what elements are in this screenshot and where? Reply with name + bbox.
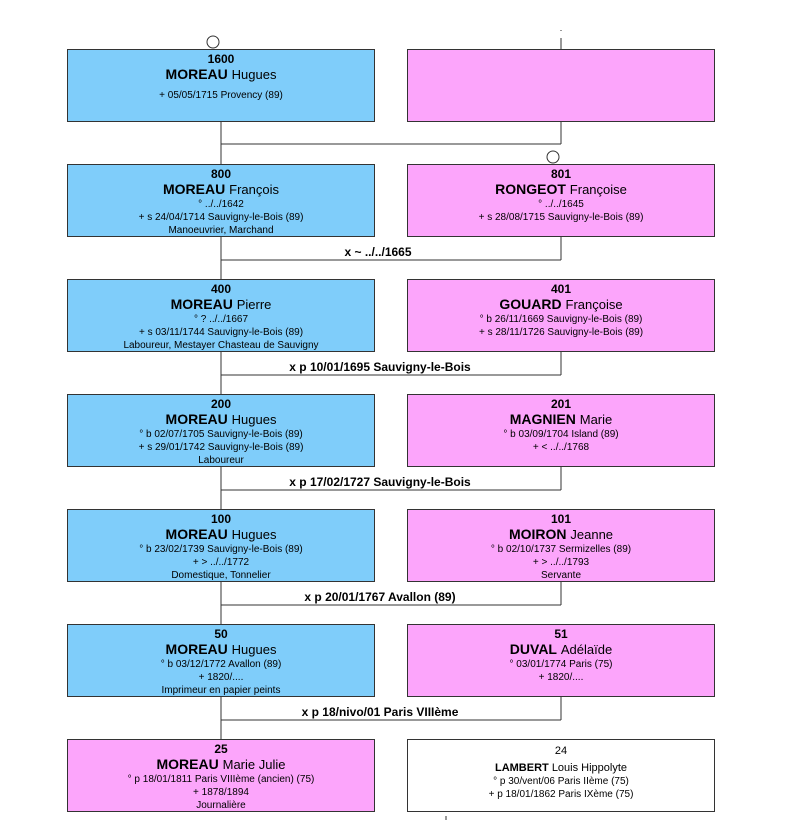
person-birth: ° b 02/10/1737 Sermizelles (89) — [490, 544, 632, 555]
person-box-51[interactable] — [407, 624, 715, 697]
person-name: MOREAU François — [163, 181, 279, 197]
ancestor-marker — [547, 151, 559, 163]
sosa-number: 201 — [550, 397, 572, 411]
person-death: + > ../../1793 — [532, 557, 590, 568]
person-birth: ° ../../1642 — [198, 199, 244, 210]
person-death: + p 18/01/1862 Paris IXème (75) — [488, 789, 634, 800]
sosa-number: 24 — [554, 745, 568, 757]
person-death: + s 29/01/1742 Sauvigny-le-Bois (89) — [138, 442, 304, 453]
marriage-label: x p 18/nivo/01 Paris VIIIème — [301, 705, 459, 719]
person-name: MOREAU Hugues — [165, 641, 277, 657]
person-death: + s 24/04/1714 Sauvigny-le-Bois (89) — [138, 212, 304, 223]
person-box-801[interactable] — [407, 164, 715, 237]
sosa-number: 101 — [550, 512, 572, 526]
person-box-200[interactable] — [67, 394, 375, 467]
sosa-number: 51 — [554, 627, 568, 641]
person-occupation: Laboureur, Mestayer Chasteau de Sauvigny — [123, 340, 319, 351]
person-death: + < ../../1768 — [532, 442, 590, 453]
person-box-401[interactable] — [407, 279, 715, 352]
ancestor-marker — [207, 36, 219, 48]
person-death: + 1878/1894 — [193, 787, 249, 798]
person-box-1600[interactable] — [67, 49, 375, 122]
person-death: + 1820/.... — [538, 672, 584, 683]
person-box-25[interactable] — [67, 739, 375, 812]
sosa-number: 800 — [210, 167, 232, 181]
person-name: RONGEOT Françoise — [495, 181, 627, 197]
person-box-101[interactable] — [407, 509, 715, 582]
person-name: MOREAU Pierre — [170, 296, 272, 312]
person-name: MAGNIEN Marie — [509, 411, 613, 427]
person-occupation: Journalière — [196, 800, 246, 811]
sosa-number: 400 — [210, 282, 232, 296]
person-box-50[interactable] — [67, 624, 375, 697]
person-birth: ° b 03/12/1772 Avallon (89) — [160, 659, 282, 670]
person-box-100[interactable] — [67, 509, 375, 582]
person-name: MOREAU Hugues — [165, 411, 277, 427]
person-box-800[interactable] — [67, 164, 375, 237]
person-occupation: Servante — [540, 570, 582, 581]
person-occupation: Laboureur — [198, 455, 244, 466]
person-name: MOREAU Hugues — [165, 66, 277, 82]
person-name: MOIRON Jeanne — [508, 526, 614, 542]
person-death: + 1820/.... — [198, 672, 244, 683]
person-name: LAMBERT Louis Hippolyte — [494, 762, 628, 774]
person-occupation: Imprimeur en papier peints — [161, 685, 281, 696]
person-birth: ° ../../1645 — [538, 199, 584, 210]
person-death: + s 28/11/1726 Sauvigny-le-Bois (89) — [478, 327, 644, 338]
person-death: + > ../../1772 — [192, 557, 250, 568]
person-birth: ° p 30/vent/06 Paris IIème (75) — [493, 776, 629, 787]
sosa-number: 401 — [550, 282, 572, 296]
person-name: MOREAU Marie Julie — [156, 756, 286, 772]
person-death: + 05/05/1715 Provency (89) — [159, 90, 283, 101]
sosa-number: 100 — [210, 512, 232, 526]
marriage-label: x p 20/01/1767 Avallon (89) — [304, 590, 456, 604]
person-name: MOREAU Hugues — [165, 526, 277, 542]
person-death: + s 03/11/1744 Sauvigny-le-Bois (89) — [138, 327, 304, 338]
person-name: GOUARD Françoise — [499, 296, 623, 312]
sosa-number: 801 — [550, 167, 572, 181]
person-birth: ° b 02/07/1705 Sauvigny-le-Bois (89) — [139, 429, 303, 440]
sosa-number: 25 — [214, 742, 228, 756]
marriage-label: x p 17/02/1727 Sauvigny-le-Bois — [289, 475, 471, 489]
marriage-label: x ~ ../../1665 — [344, 245, 412, 259]
person-birth: ° b 26/11/1669 Sauvigny-le-Bois (89) — [479, 314, 643, 325]
marriage-label: x p 10/01/1695 Sauvigny-le-Bois — [289, 360, 471, 374]
sosa-number: 1600 — [207, 52, 235, 66]
person-box-24[interactable] — [407, 739, 715, 812]
person-box-400[interactable] — [67, 279, 375, 352]
person-occupation: Manoeuvrier, Marchand — [168, 225, 274, 236]
person-box-201[interactable] — [407, 394, 715, 467]
person-birth: ° b 03/09/1704 Island (89) — [503, 429, 619, 440]
person-name: DUVAL Adélaïde — [509, 641, 613, 657]
person-birth: ° ? ../../1667 — [193, 314, 249, 325]
sosa-number: 50 — [214, 627, 228, 641]
person-occupation: Domestique, Tonnelier — [171, 570, 271, 581]
person-death: + s 28/08/1715 Sauvigny-le-Bois (89) — [478, 212, 644, 223]
sosa-number: 200 — [210, 397, 232, 411]
person-birth: ° b 23/02/1739 Sauvigny-le-Bois (89) — [139, 544, 303, 555]
person-box-empty[interactable] — [407, 49, 715, 122]
person-birth: ° p 18/01/1811 Paris VIIIème (ancien) (75) — [127, 774, 315, 785]
person-birth: ° 03/01/1774 Paris (75) — [509, 659, 613, 670]
